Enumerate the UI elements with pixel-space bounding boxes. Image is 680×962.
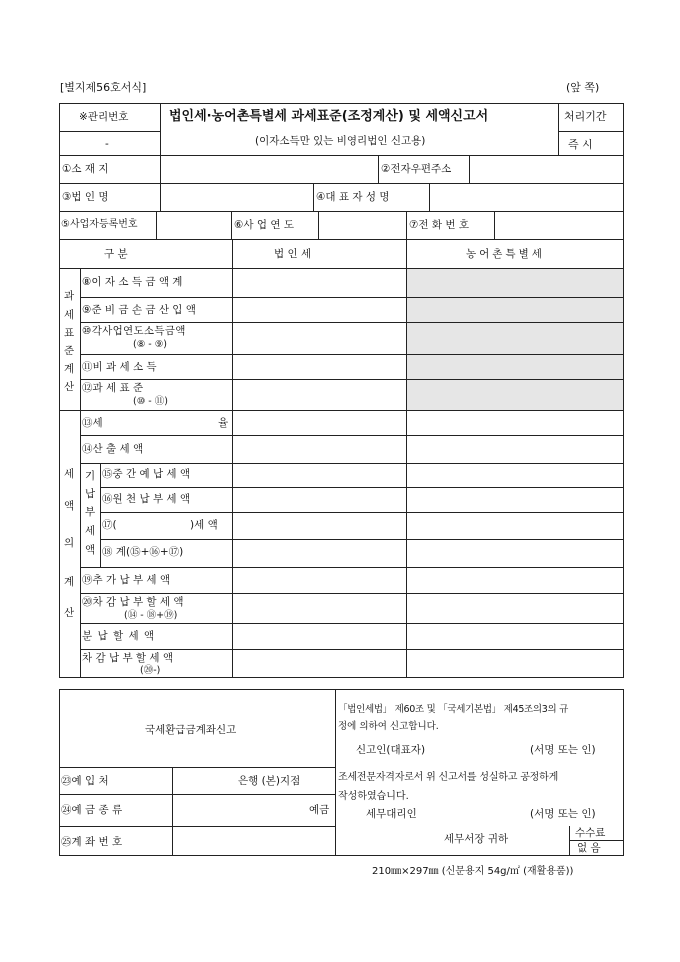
group-tax-base-2: 세	[64, 309, 75, 321]
refund-type-suffix: 예금	[309, 804, 330, 816]
group-paid-5: 액	[85, 544, 96, 556]
processing-period-value: 즉 시	[568, 138, 593, 151]
corp-name-label: ③법 인 명	[62, 191, 109, 203]
row-tax-base-formula: (⑩ - ⑪)	[133, 396, 168, 407]
column-header-category: 구 분	[104, 248, 128, 260]
tax-office-addressee: 세무서장 귀하	[444, 833, 509, 845]
page-side-label: (앞 쪽)	[566, 81, 600, 94]
management-number-label: ※관리번호	[79, 111, 129, 123]
group-paid-1: 기	[85, 470, 96, 482]
fee-value: 없 음	[577, 842, 601, 854]
row-calculated-tax: ⑭산 출 세 액	[82, 443, 144, 455]
refund-type-label: ㉔예 금 종 류	[61, 804, 123, 816]
group-tax-base-4: 준	[64, 345, 75, 357]
row-nontaxable-income: ⑪비 과 세 소 득	[82, 361, 157, 373]
row-tax-base: ⑫과 세 표 준	[82, 382, 144, 394]
row-interim-prepaid-tax: ⑮중 간 예 납 세 액	[102, 468, 191, 480]
column-header-rural-tax: 농어촌특별세	[466, 248, 545, 260]
rep-name-label: ④대 표 자 성 명	[316, 191, 390, 203]
paper-spec-footer: 210㎜×297㎜ (신문용지 54g/㎡ (재활용품))	[372, 866, 574, 877]
row-other-tax-open: ⑰(	[102, 519, 117, 531]
group-paid-3: 부	[85, 506, 96, 518]
management-number-value[interactable]: -	[105, 138, 109, 150]
declaration-line-1: 「법인세법」 제60조 및 「국세기본법」 제45조의3의 규	[338, 704, 569, 715]
refund-account-label: ㉕계 좌 번 호	[61, 836, 123, 848]
group-tax-calc-5: 산	[64, 607, 75, 619]
row-net-payable-formula: (⑭ - ⑱+⑲)	[124, 610, 178, 621]
row-business-year-income: ⑩각사업연도소득금액	[82, 325, 186, 337]
row-installment-tax: 분 납 할 세 액	[82, 630, 156, 642]
refund-bank-suffix: 은행 (본)지점	[238, 775, 301, 787]
refund-account-title: 국세환급금계좌신고	[145, 724, 237, 736]
filer-label: 신고인(대표자)	[356, 744, 426, 756]
row-other-tax-close: )세 액	[190, 519, 218, 531]
row-business-year-income-formula: (⑧ - ⑨)	[133, 339, 167, 350]
group-paid-4: 세	[85, 525, 96, 537]
group-tax-base-6: 산	[64, 381, 75, 393]
business-number-label: ⑤사업자등록번호	[61, 219, 138, 230]
form-title: 법인세·농어촌특별세 과세표준(조정계산) 및 세액신고서	[169, 109, 489, 124]
row-final-payable-formula: (⑳-)	[140, 665, 161, 676]
row-tax-rate-suffix: 율	[218, 417, 229, 429]
row-tax-rate: ⑬세	[82, 417, 103, 429]
agent-statement-line-1: 조세전문자격자로서 위 신고서를 성실하고 공정하게	[338, 772, 559, 783]
column-header-corp-tax: 법 인 세	[274, 248, 312, 260]
group-tax-calc-4: 계	[64, 576, 75, 588]
group-tax-base-1: 과	[64, 290, 75, 302]
agent-label: 세무대리인	[366, 808, 417, 820]
row-paid-subtotal: ⑱ 계(⑮+⑯+⑰)	[102, 546, 184, 558]
email-label: ②전자우편주소	[381, 163, 452, 175]
row-reserve-deduction: ⑨준 비 금 손 금 산 입 액	[82, 304, 196, 316]
processing-period-label: 처리기간	[564, 110, 607, 123]
group-tax-calc-2: 액	[64, 500, 75, 512]
row-additional-tax: ⑲추 가 납 부 세 액	[82, 574, 171, 586]
form-code: [별지제56호서식]	[60, 81, 147, 94]
group-tax-calc-1: 세	[64, 468, 75, 480]
agent-statement-line-2: 작성하였습니다.	[338, 791, 409, 802]
row-net-payable: ⑳차 감 납 부 할 세 액	[82, 596, 184, 608]
group-paid-2: 납	[85, 488, 96, 500]
declaration-line-2: 정에 의하여 신고합니다.	[338, 721, 439, 732]
refund-bank-label: ㉓예 입 처	[61, 775, 109, 787]
group-tax-base-5: 계	[64, 363, 75, 375]
group-tax-base-3: 표	[64, 327, 75, 339]
row-interest-income-total: ⑧이 자 소 득 금 액 계	[82, 276, 183, 288]
business-year-label: ⑥사 업 연 도	[234, 219, 294, 231]
agent-signature[interactable]: (서명 또는 인)	[530, 808, 596, 820]
row-withholding-tax: ⑯원 천 납 부 세 액	[102, 493, 191, 505]
form-subtitle: (이자소득만 있는 비영리법인 신고용)	[255, 135, 426, 147]
row-final-payable: 차 감 납 부 할 세 액	[82, 652, 174, 664]
address-label: ①소 재 지	[62, 163, 109, 175]
fee-label: 수수료	[575, 827, 606, 839]
filer-signature[interactable]: (서명 또는 인)	[530, 744, 596, 756]
phone-label: ⑦전 화 번 호	[409, 219, 469, 231]
group-tax-calc-3: 의	[64, 537, 75, 549]
